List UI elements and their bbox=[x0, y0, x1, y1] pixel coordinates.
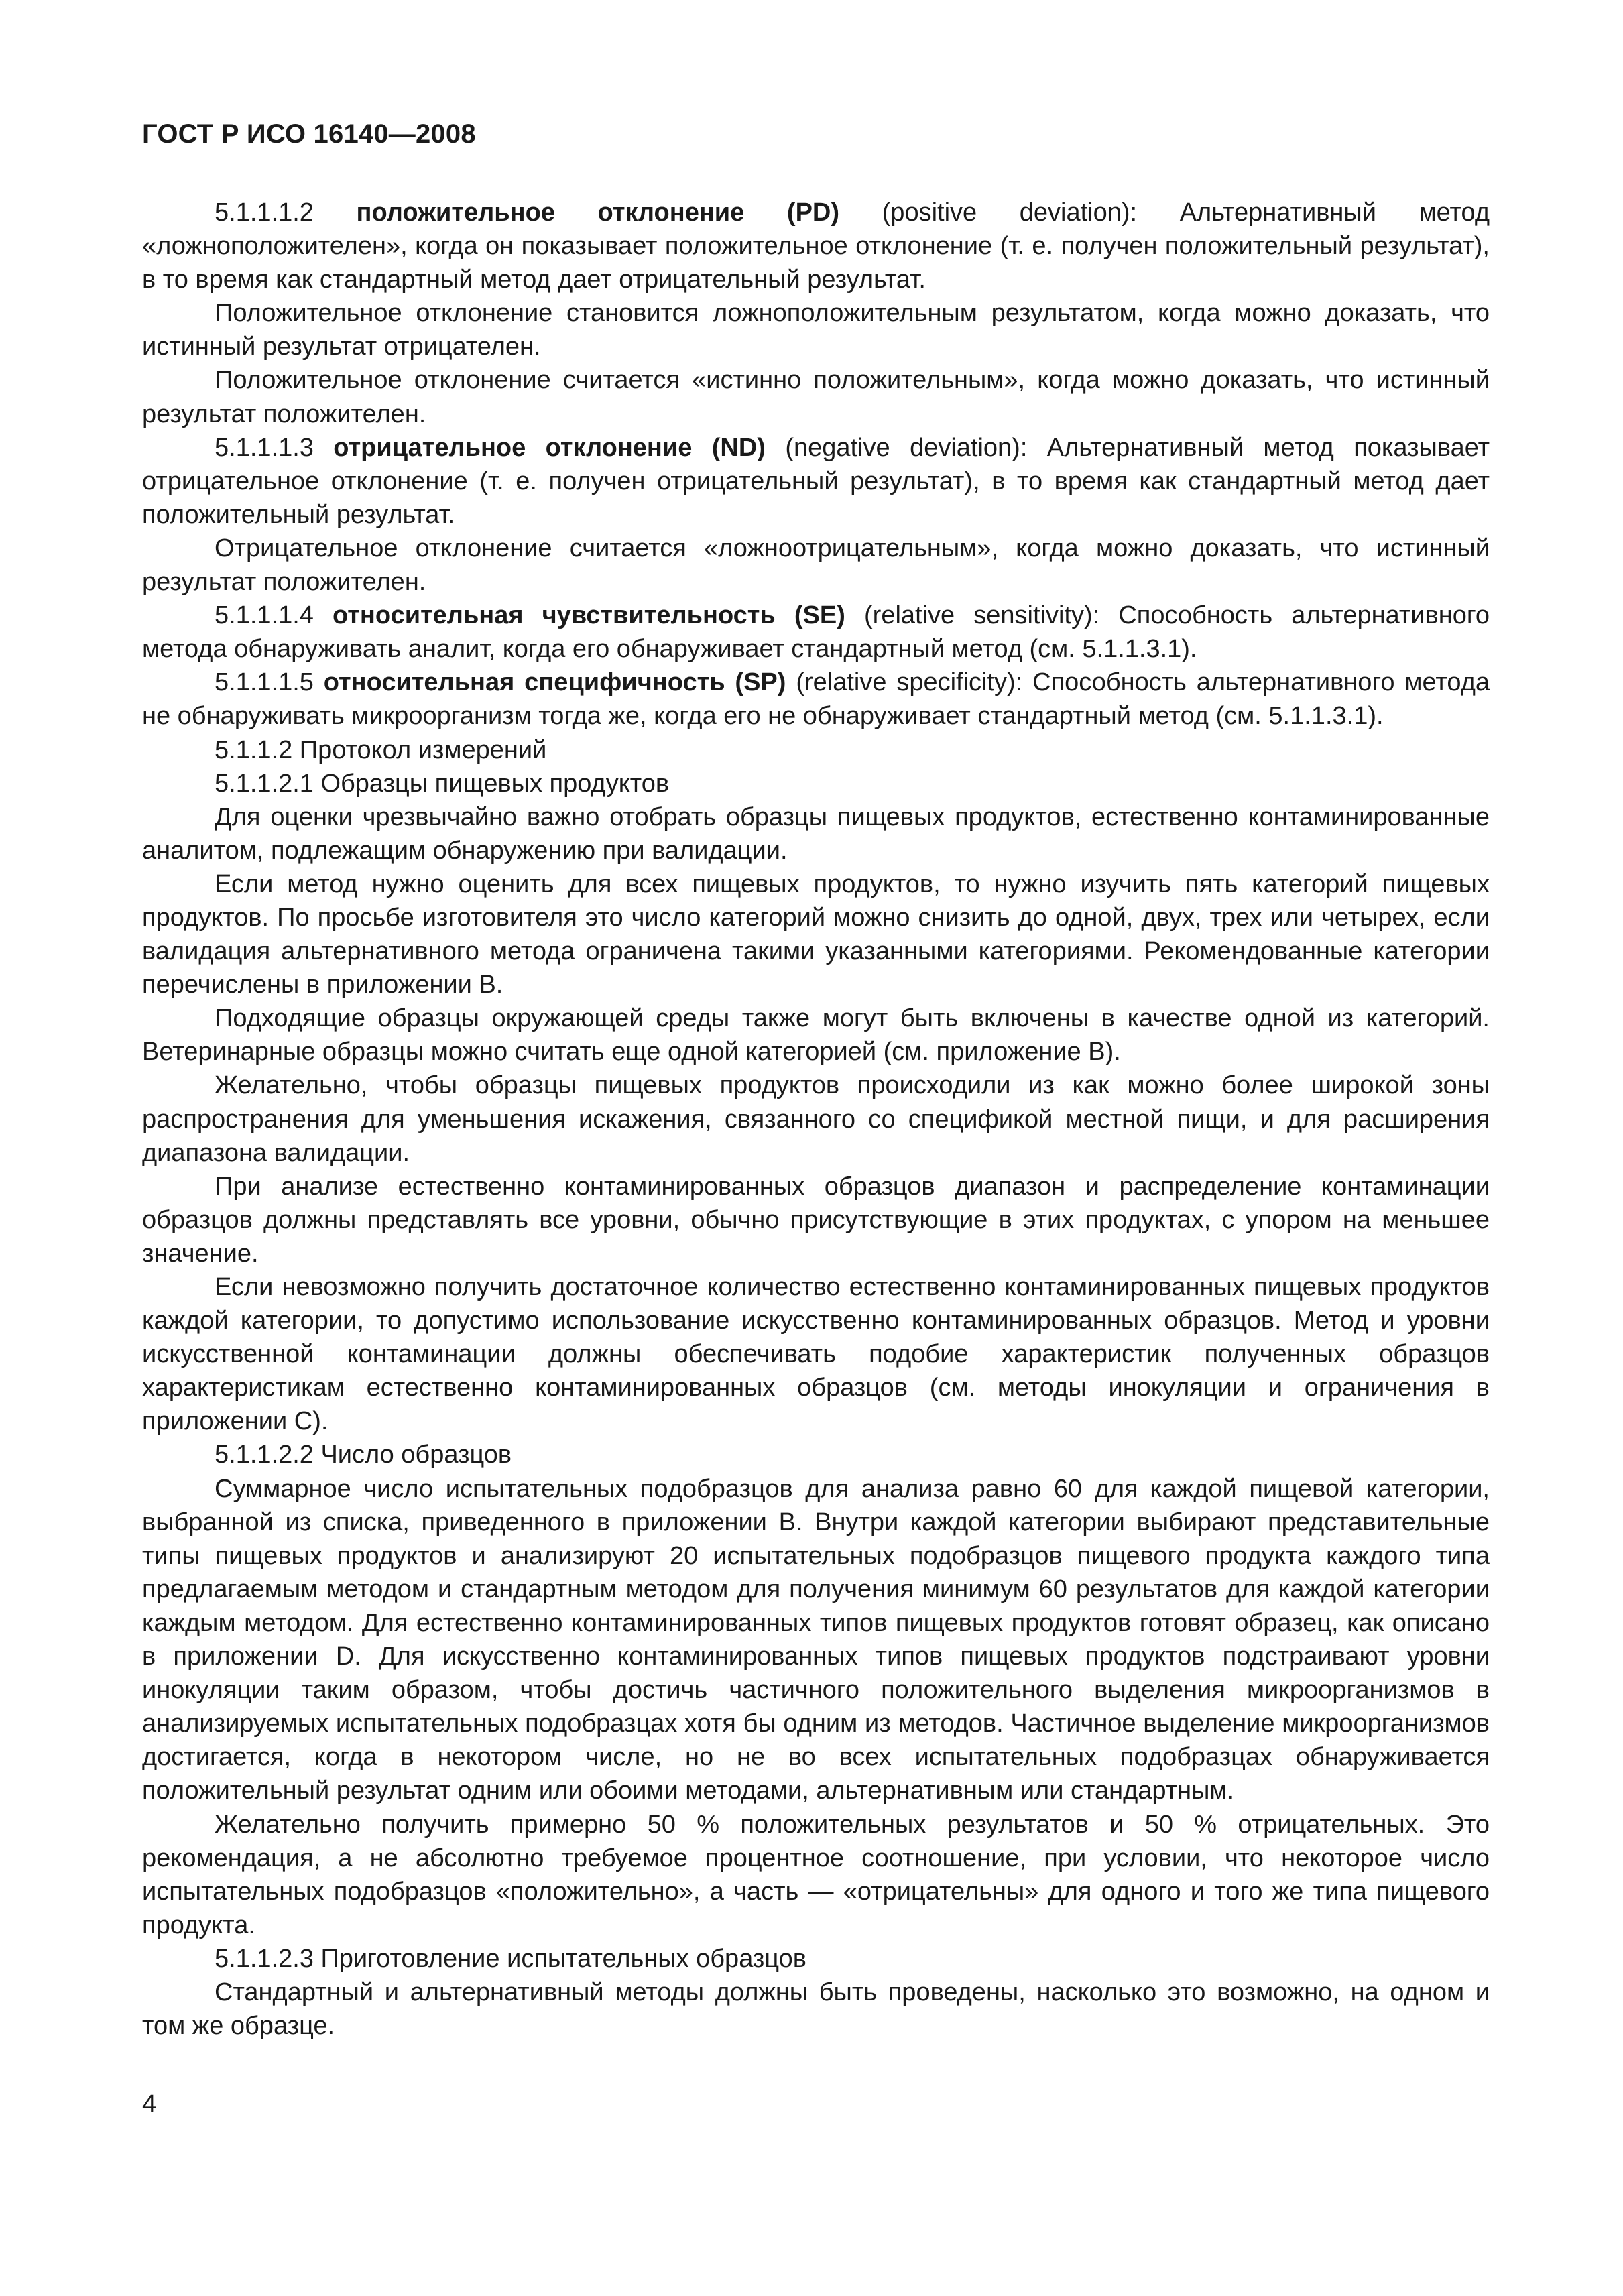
paragraph: Подходящие образцы окружающей среды также могут быть включены в качестве одной из категорий. Ветеринарные образцы можно считать еще одной категорией (см. приложение В). bbox=[142, 1004, 1490, 1067]
definition-positive-deviation bbox=[142, 196, 1490, 296]
section-heading: 5.1.1.2 Протокол измерений bbox=[215, 735, 547, 764]
definition-negative-deviation bbox=[142, 431, 1490, 532]
defined-term: относительная чувствительность (SE) bbox=[333, 601, 845, 630]
paragraph: Стандартный и альтернативный методы должны быть проведены, насколько это возможно, на одном и том же образце. bbox=[142, 1978, 1490, 2041]
definition-relative-specificity bbox=[142, 666, 1490, 733]
paragraph: Отрицательное отклонение считается «ложноотрицательным», когда можно доказать, что истинный результат положителен. bbox=[142, 534, 1490, 597]
section-heading: 5.1.1.2.3 Приготовление испытательных образцов bbox=[215, 1944, 806, 1973]
clause-number: 5.1.1.1.5 bbox=[215, 668, 314, 697]
clause-number: 5.1.1.1.4 bbox=[215, 601, 314, 630]
page-number: 4 bbox=[142, 2090, 157, 2118]
section-heading: 5.1.1.2.1 Образцы пищевых продуктов bbox=[215, 769, 670, 798]
paragraph: Положительное отклонение становится ложноположительным результатом, когда можно доказать, что истинный результат отрицателен. bbox=[142, 299, 1490, 361]
paragraph: Желательно, чтобы образцы пищевых продуктов происходили из как можно более широкой зоны распространения для уменьшения искажения, связанного со спецификой местной пищи, и для расширения диапазона валидации. bbox=[142, 1071, 1490, 1167]
paragraph: Желательно получить примерно 50 % положительных результатов и 50 % отрицательных. Это рекомендация, а не абсолютно требуемое процентное соотношение, при условии, что некоторое число испытательных подобразцов «положительно», а часть — «отрицательны» для одного и того же типа пищевого продукта. bbox=[142, 1810, 1490, 1939]
definition-text: (relative specificity): Способность альтернативного метода не обнаруживать микроорганизм тогда же, когда его не обнаруживает стандартный метод (см. 5.1.1.3.1). bbox=[142, 668, 1490, 731]
definition-text: (negative deviation): Альтернативный метод показывает отрицательное отклонение (т. е. получен отрицательный результат), в то время как стандартный метод дает положительный результат. bbox=[142, 433, 1490, 529]
definition-text: (positive deviation): Альтернативный метод «ложноположителен», когда он показывает положительное отклонение (т. е. получен положительный результат), в то время как стандартный метод дает отрицательный результат. bbox=[142, 198, 1490, 294]
paragraph: Суммарное число испытательных подобразцов для анализа равно 60 для каждой пищевой категории, выбранной из списка, приведенного в приложении В. Внутри каждой категории выбирают представительные типы пищевых продуктов и анализируют 20 испытательных подобразцов пищевого продукта каждого типа предлагаемым методом и стандартным методом для получения минимум 60 результатов для каждой категории каждым методом. Для естественно контаминированных типов пищевых продуктов готовят образец, как описано в приложении D. Для искусственно контаминированных типов пищевых продуктов подстраивают уровни инокуляции таким образом, чтобы достичь частичного положительного выделения микроорганизмов в анализируемых испытательных подобразцах хотя бы одним из методов. Частичное выделение микроорганизмов достигается, когда в некотором числе, но не во всех испытательных подобразцах обнаруживается положительный результат одним или обоими методами, альтернативным или стандартным. bbox=[142, 1474, 1490, 1805]
paragraph: При анализе естественно контаминированных образцов диапазон и распределение контаминации образцов должны представлять все уровни, обычно присутствующие в этих продуктах, с упором на меньшее значение. bbox=[142, 1172, 1490, 1268]
paragraph: Если метод нужно оценить для всех пищевых продуктов, то нужно изучить пять категорий пищевых продуктов. По просьбе изготовителя это число категорий можно снизить до одной, двух, трех или четырех, если валидация альтернативного метода ограничена такими указанными категориями. Рекомендованные категории перечислены в приложении В. bbox=[142, 869, 1490, 1000]
defined-term: отрицательное отклонение (ND) bbox=[333, 433, 766, 462]
defined-term: положительное отклонение (PD) bbox=[356, 198, 840, 227]
defined-term: относительная специфичность (SP) bbox=[323, 668, 786, 697]
paragraph: Для оценки чрезвычайно важно отобрать образцы пищевых продуктов, естественно контаминированные аналитом, подлежащим обнаружению при валидации. bbox=[142, 802, 1490, 865]
clause-number: 5.1.1.1.2 bbox=[215, 198, 314, 227]
section-heading: 5.1.1.2.2 Число образцов bbox=[215, 1441, 512, 1469]
definition-text: (relative sensitivity): Способность альтернативного метода обнаруживать аналит, когда его обнаруживает стандартный метод (см. 5.1.1.3.1). bbox=[142, 601, 1490, 664]
document-header: ГОСТ Р ИСО 16140—2008 bbox=[142, 119, 476, 149]
paragraph: Если невозможно получить достаточное количество естественно контаминированных пищевых продуктов каждой категории, то допустимо использование искусственно контаминированных образцов. Метод и уровни искусственной контаминации должны обеспечивать подобие характеристик полученных образцов характеристикам естественно контаминированных образцов (см. методы инокуляции и ограничения в приложении С). bbox=[142, 1273, 1490, 1436]
clause-number: 5.1.1.1.3 bbox=[215, 433, 314, 462]
paragraph: Положительное отклонение считается «истинно положительным», когда можно доказать, что истинный результат положителен. bbox=[142, 366, 1490, 428]
definition-relative-sensitivity bbox=[142, 599, 1490, 666]
document-body bbox=[142, 196, 1490, 2043]
